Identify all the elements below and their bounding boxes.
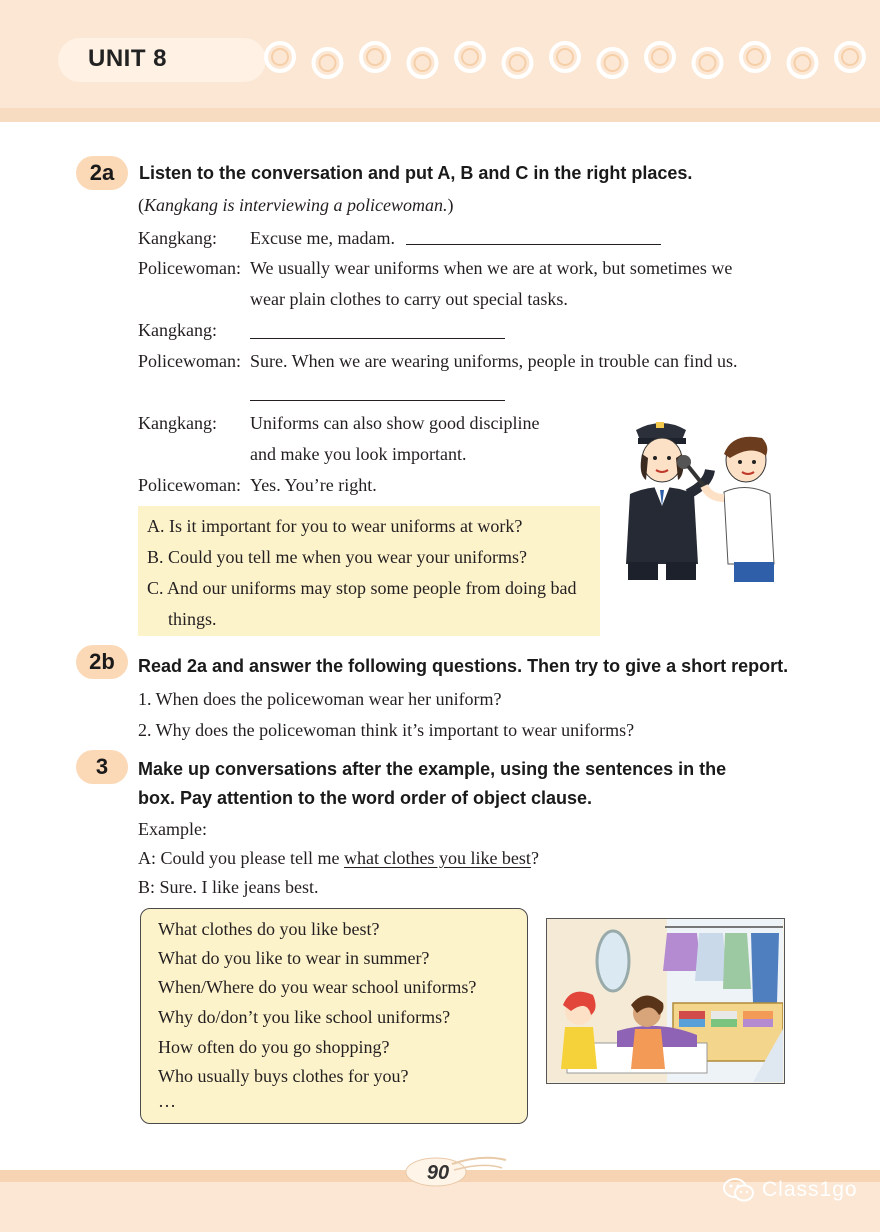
- example-b: B: Sure. I like jeans best.: [138, 877, 319, 897]
- line-4: Sure. When we are wearing uniforms, people in trouble can find us.: [250, 351, 738, 371]
- header-stripe: [0, 108, 880, 122]
- example-a: [138, 847, 539, 869]
- section-3-instruction-1: Make up conversations after the example, using the sentences in the: [138, 759, 727, 779]
- ring-decoration-inner: [700, 55, 716, 71]
- ring-decoration-inner: [557, 49, 573, 65]
- ring-decoration-inner: [320, 55, 336, 71]
- answer-blank-1[interactable]: [406, 244, 661, 245]
- unit-title: UNIT 8: [88, 45, 168, 72]
- option-c-cont: things.: [168, 609, 217, 629]
- ring-decoration: [456, 43, 484, 71]
- section-2a-badge: 2a: [76, 156, 128, 190]
- box-sentence-5: How often do you go shopping?: [158, 1037, 390, 1057]
- option-c: C. And our uniforms may stop some people from doing bad: [147, 578, 577, 598]
- box-sentence-2: What do you like to wear in summer?: [158, 948, 430, 968]
- ring-decoration: [361, 43, 389, 71]
- box-ellipsis: …: [158, 1091, 176, 1111]
- speaker-2: Policewoman:: [138, 258, 241, 278]
- box-sentence-1: What clothes do you like best?: [158, 919, 380, 939]
- example-a-underlined: what clothes you like best: [343, 848, 531, 868]
- ring-decoration-inner: [795, 55, 811, 71]
- section-2b-instruction: Read 2a and answer the following questions. Then try to give a short report.: [138, 656, 789, 676]
- ring-decoration: [646, 43, 674, 71]
- line-2b: wear plain clothes to carry out special tasks.: [250, 289, 568, 309]
- example-label: Example:: [138, 819, 207, 839]
- speaker-3: Kangkang:: [138, 320, 217, 340]
- speaker-1: Kangkang:: [138, 228, 217, 248]
- ring-decoration-inner: [367, 49, 383, 65]
- question-2: 2. Why does the policewoman think it’s important to wear uniforms?: [138, 720, 635, 740]
- context-line: (Kangkang is interviewing a policewoman.): [138, 195, 454, 215]
- ring-decoration-inner: [272, 49, 288, 65]
- ring-decoration: [789, 49, 817, 77]
- page-number: 90: [426, 1162, 450, 1184]
- answer-blank-3[interactable]: [250, 400, 505, 401]
- line-5a: Uniforms can also show good discipline: [250, 413, 540, 433]
- section-2a-instruction: Listen to the conversation and put A, B and C in the right places.: [139, 163, 693, 183]
- ring-decoration: [599, 49, 627, 77]
- ring-decoration: [694, 49, 722, 77]
- option-a: A. Is it important for you to wear uniforms at work?: [147, 516, 523, 536]
- ring-decoration: [836, 43, 864, 71]
- line-6: Yes. You’re right.: [250, 475, 377, 495]
- ring-decoration-inner: [462, 49, 478, 65]
- decorative-rings: [262, 38, 880, 84]
- ring-decoration-inner: [510, 55, 526, 71]
- section-2b-badge: 2b: [76, 645, 128, 679]
- speaker-4: Policewoman:: [138, 351, 241, 371]
- example-a-suffix: ?: [530, 848, 539, 868]
- section-3-badge: 3: [76, 750, 128, 784]
- box-sentence-6: Who usually buys clothes for you?: [158, 1066, 409, 1086]
- ring-decoration: [504, 49, 532, 77]
- box-sentence-4: Why do/don’t you like school uniforms?: [158, 1007, 451, 1027]
- answer-blank-2[interactable]: [250, 338, 505, 339]
- ring-decoration: [741, 43, 769, 71]
- ring-decoration-inner: [747, 49, 763, 65]
- ring-decoration: [409, 49, 437, 77]
- example-a-prefix: A: Could you please tell me: [138, 848, 344, 868]
- speaker-5: Kangkang:: [138, 413, 217, 433]
- ring-decoration: [551, 43, 579, 71]
- ring-decoration: [314, 49, 342, 77]
- line-1: Excuse me, madam.: [250, 228, 395, 248]
- illustration-interview: [612, 414, 792, 590]
- ring-decoration-inner: [605, 55, 621, 71]
- question-1: 1. When does the policewoman wear her uniform?: [138, 689, 502, 709]
- ring-decoration: [266, 43, 294, 71]
- option-b: B. Could you tell me when you wear your uniforms?: [147, 547, 527, 567]
- ring-decoration-inner: [652, 49, 668, 65]
- line-2a: We usually wear uniforms when we are at work, but sometimes we: [250, 258, 733, 278]
- line-5b: and make you look important.: [250, 444, 467, 464]
- box-sentence-3: When/Where do you wear school uniforms?: [158, 977, 477, 997]
- speaker-6: Policewoman:: [138, 475, 241, 495]
- wechat-icon: [722, 1176, 756, 1204]
- context-text: Kangkang is interviewing a policewoman.: [144, 195, 448, 215]
- ring-decoration-inner: [415, 55, 431, 71]
- watermark: Class1go: [762, 1178, 858, 1201]
- illustration-wardrobe: [546, 918, 785, 1084]
- ring-decoration-inner: [842, 49, 858, 65]
- section-3-instruction-2: box. Pay attention to the word order of object clause.: [138, 788, 593, 808]
